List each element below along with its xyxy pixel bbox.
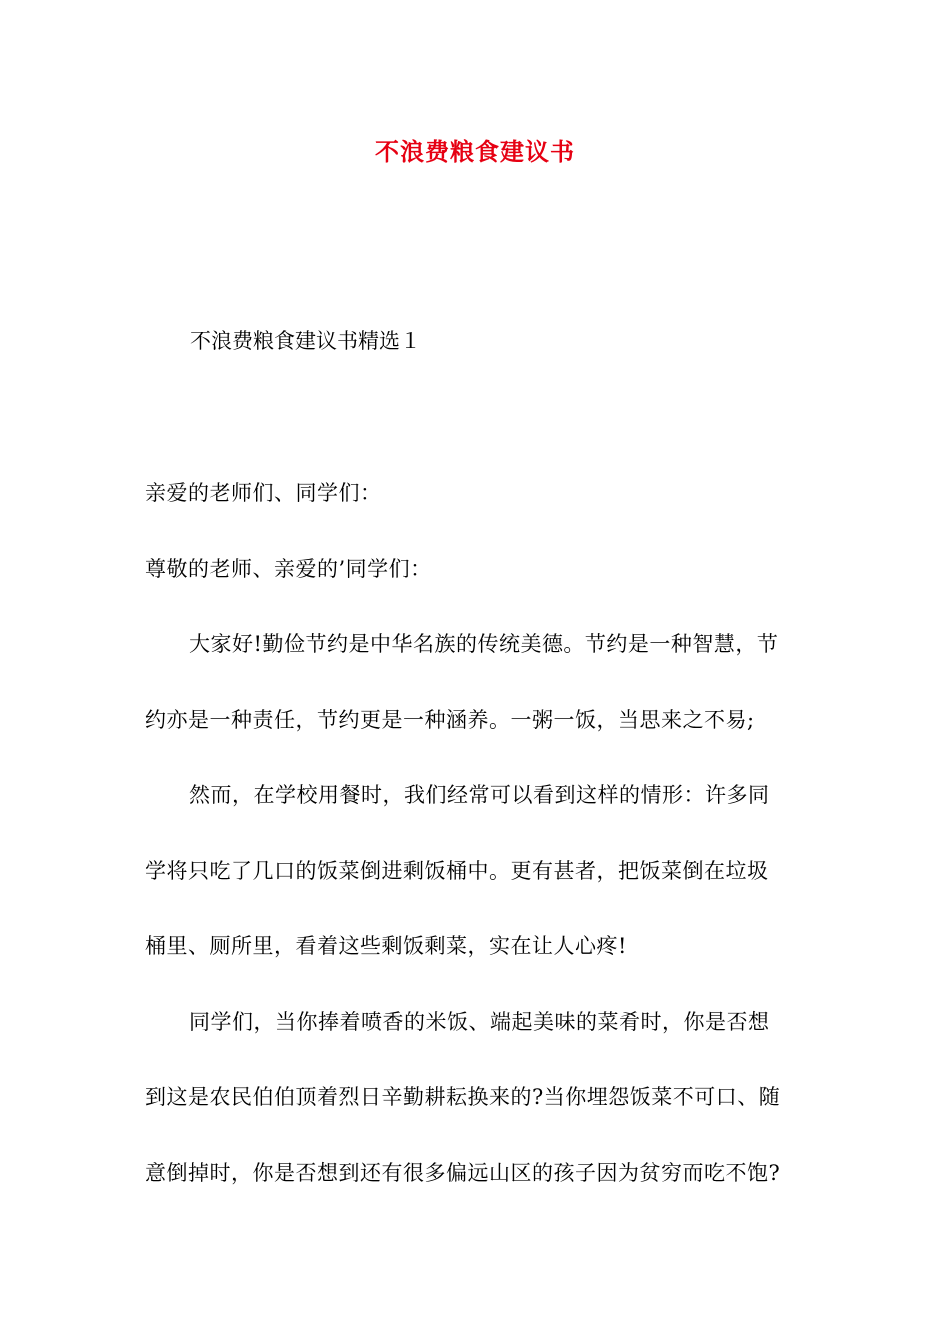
- body-line: 约亦是一种责任，节约更是一种涵养。一粥一饭，当思来之不易;: [145, 707, 755, 732]
- body-line: 学将只吃了几口的饭菜倒进剩饭桶中。更有甚者，把饭菜倒在垃圾: [145, 858, 769, 883]
- document-title: 不浪费粮食建议书: [375, 137, 575, 166]
- body-line: 意倒掉时，你是否想到还有很多偏远山区的孩子因为贫穷而吃不饱?: [145, 1160, 781, 1185]
- body-line: 亲爱的老师们、同学们：: [145, 481, 382, 505]
- body-line: 尊敬的老师、亲爱的’同学们：: [145, 556, 432, 581]
- body-line: 到这是农民伯伯顶着烈日辛勤耕耘换来的?当你埋怨饭菜不可口、随: [145, 1085, 781, 1109]
- body-line: 同学们，当你捧着喷香的米饭、端起美味的菜肴时，你是否想: [189, 1009, 770, 1034]
- body-line: 然而，在学校用餐时，我们经常可以看到这样的情形：许多同: [189, 783, 770, 807]
- body-line: 桶里、厕所里，看着这些剩饭剩菜，实在让人心疼!: [145, 934, 627, 958]
- body-line: 大家好!勤俭节约是中华名族的传统美德。节约是一种智慧，节: [189, 632, 779, 656]
- document-body: [145, 478, 809, 1233]
- document-subtitle: 不浪费粮食建议书精选１: [190, 329, 421, 353]
